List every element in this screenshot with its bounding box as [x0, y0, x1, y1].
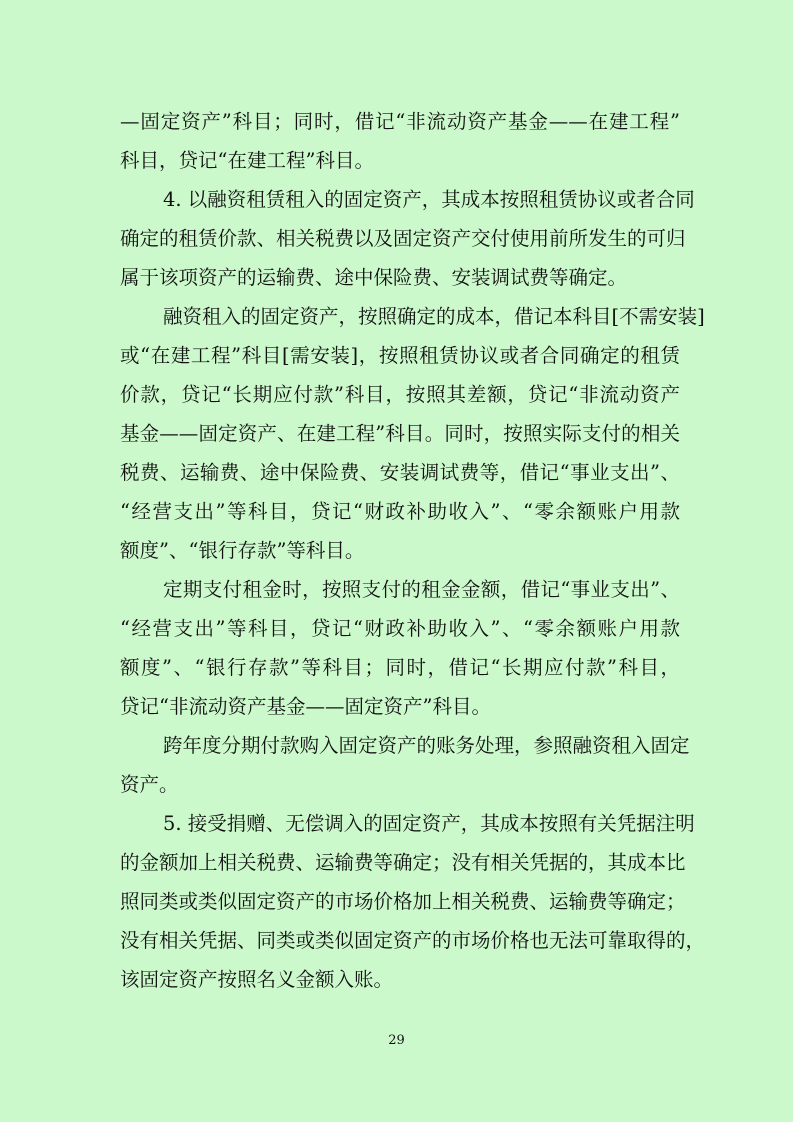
paragraph-line: 照同类或类似固定资产的市场价格加上相关税费、运输费等确定； — [120, 890, 686, 913]
paragraph-line: 税费、运输费、途中保险费、安装调试费等，借记“事业支出”、 — [120, 461, 680, 484]
paragraph-line: 基金——固定资产、在建工程”科目。同时，按照实际支付的相关 — [120, 422, 680, 445]
paragraph-line: 跨年度分期付款购入固定资产的账务处理，参照融资租入固定 — [163, 734, 690, 757]
paragraph-line: 没有相关凭据、同类或类似固定资产的市场价格也无法可靠取得的， — [120, 929, 706, 952]
paragraph-line: 融资租入的固定资产，按照确定的成本，借记本科目[不需安装] — [163, 305, 705, 328]
paragraph-line: 定期支付租金时，按照支付的租金金额，借记“事业支出”、 — [163, 578, 680, 601]
paragraph-line: 额度”、“银行存款”等科目；同时，借记“长期应付款”科目， — [120, 656, 680, 679]
paragraph-line: 资产。 — [120, 773, 179, 796]
paragraph-line: 额度”、“银行存款”等科目。 — [120, 539, 365, 562]
paragraph-line: —固定资产”科目；同时，借记“非流动资产基金——在建工程” — [120, 110, 680, 133]
paragraph-line: 价款，贷记“长期应付款”科目，按照其差额，贷记“非流动资产 — [120, 383, 680, 406]
paragraph-line: 4. 以融资租赁租入的固定资产，其成本按照租赁协议或者合同 — [163, 188, 695, 211]
paragraph-line: 的金额加上相关税费、运输费等确定；没有相关凭据的，其成本比 — [120, 851, 686, 874]
paragraph-line: 科目，贷记“在建工程”科目。 — [120, 149, 374, 172]
paragraph-line: 确定的租赁价款、相关税费以及固定资产交付使用前所发生的可归 — [120, 227, 686, 250]
paragraph-line: “经营支出”等科目，贷记“财政补助收入”、“零余额账户用款 — [120, 617, 680, 640]
paragraph-line: “经营支出”等科目，贷记“财政补助收入”、“零余额账户用款 — [120, 500, 680, 523]
paragraph-line: 5. 接受捐赠、无偿调入的固定资产，其成本按照有关凭据注明 — [163, 812, 695, 835]
paragraph-line: 该固定资产按照名义金额入账。 — [120, 968, 394, 991]
paragraph-line: 贷记“非流动资产基金——固定资产”科目。 — [120, 695, 491, 718]
paragraph-line: 或“在建工程”科目[需安装]，按照租赁协议或者合同确定的租赁 — [120, 344, 680, 367]
page-number: 29 — [388, 1033, 405, 1048]
paragraph-line: 属于该项资产的运输费、途中保险费、安装调试费等确定。 — [120, 266, 628, 289]
